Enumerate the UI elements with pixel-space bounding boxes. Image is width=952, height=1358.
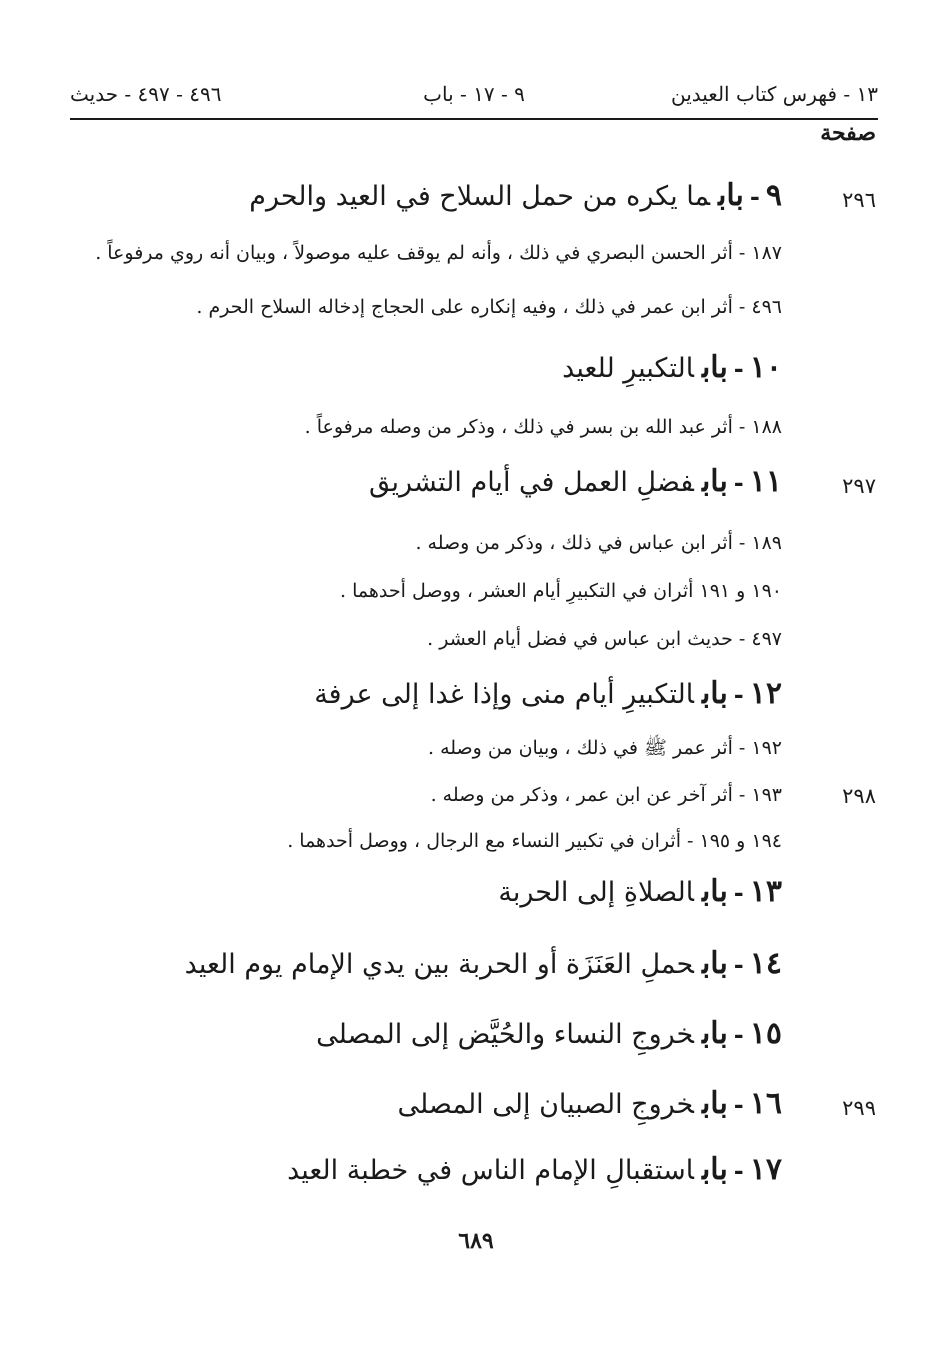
- index-entry-chapter: [0, 872, 952, 922]
- item-text: ١٨٧ - أثر الحسن البصري في ذلك ، وأنه لم يوقف عليه موصولاً ، وبيان أنه روي مرفوعاً .: [95, 242, 782, 264]
- chapter-heading: [397, 1086, 782, 1121]
- chapter-title: الصلاةِ إلى الحربة: [498, 877, 694, 908]
- chapter-number: ١١: [749, 464, 782, 499]
- chapter-heading: [369, 464, 782, 499]
- chapter-bab-label: باب: [718, 178, 744, 213]
- chapter-bab-label: باب: [701, 350, 728, 385]
- chapter-bab-label: باب: [701, 946, 728, 981]
- item-text: ١٨٨ - أثر عبد الله بن بسر في ذلك ، وذكر من وصله مرفوعاً .: [304, 416, 782, 438]
- index-entry-item: [0, 736, 952, 786]
- index-entry-item: [0, 628, 952, 678]
- chapter-title: خروجِ الصبيان إلى المصلى: [397, 1089, 694, 1120]
- chapter-number: ١٧: [749, 1152, 782, 1187]
- chapter-dash: -: [733, 680, 744, 709]
- index-entry-chapter: [0, 462, 952, 512]
- header-book-title: ١٣ - فهرس كتاب العيدين: [670, 82, 878, 106]
- chapter-heading: [314, 676, 782, 711]
- header-chapter-range: ٩ - ١٧ - باب: [423, 82, 525, 106]
- chapter-heading: [185, 946, 782, 981]
- chapter-bab-label: باب: [701, 1086, 728, 1121]
- chapter-number: ٩: [765, 178, 782, 213]
- chapter-dash: -: [733, 950, 744, 979]
- chapter-title: التكبيرِ أيام منى وإذا غدا إلى عرفة: [314, 679, 694, 710]
- chapter-heading: [316, 1016, 782, 1051]
- running-header: [70, 82, 878, 116]
- chapter-dash: -: [733, 354, 744, 383]
- chapter-dash: -: [733, 1020, 744, 1049]
- chapter-dash: -: [733, 468, 744, 497]
- index-entry-chapter: [0, 944, 952, 994]
- page-reference: ٢٩٧: [842, 474, 876, 498]
- chapter-number: ١٥: [749, 1016, 782, 1051]
- chapter-number: ١٣: [749, 874, 782, 909]
- index-entry-item: [0, 580, 952, 630]
- index-entry-item: [0, 242, 952, 292]
- chapter-heading: [249, 178, 782, 213]
- index-entry-item: [0, 296, 952, 346]
- item-text: ١٨٩ - أثر ابن عباس في ذلك ، وذكر من وصله .: [415, 532, 782, 554]
- chapter-bab-label: باب: [701, 874, 728, 909]
- item-text: ٤٩٦ - أثر ابن عمر في ذلك ، وفيه إنكاره على الحجاج إدخاله السلاح الحرم .: [196, 296, 782, 318]
- index-entry-chapter: [0, 1150, 952, 1200]
- header-rule: [70, 118, 878, 120]
- chapter-title: ما يكره من حمل السلاح في العيد والحرم: [249, 181, 711, 212]
- index-entry-chapter: [0, 1014, 952, 1064]
- chapter-title: حملِ العَنَزَة أو الحربة بين يدي الإمام يوم العيد: [184, 949, 694, 980]
- chapter-dash: -: [733, 1156, 744, 1185]
- chapter-title: فضلِ العمل في أيام التشريق: [369, 467, 694, 498]
- chapter-heading: [562, 350, 782, 385]
- chapter-number: ١٠: [749, 350, 782, 385]
- chapter-bab-label: باب: [701, 1016, 728, 1051]
- page-number-footer: ٦٨٩: [458, 1228, 494, 1254]
- chapter-dash: -: [733, 878, 744, 907]
- chapter-bab-label: باب: [701, 464, 728, 499]
- chapter-title: خروجِ النساء والحُيَّض إلى المصلى: [316, 1019, 694, 1050]
- chapter-heading: [287, 1152, 782, 1187]
- chapter-bab-label: باب: [701, 676, 728, 711]
- chapter-number: ١٤: [749, 946, 782, 981]
- page-reference: ٢٩٨: [842, 784, 876, 808]
- page-column-label: صفحة: [820, 120, 876, 146]
- chapter-dash: -: [733, 1090, 744, 1119]
- chapter-title: التكبيرِ للعيد: [562, 353, 694, 384]
- page-reference: ٢٩٦: [842, 188, 876, 212]
- chapter-bab-label: باب: [701, 1152, 728, 1187]
- index-entry-chapter: [0, 674, 952, 724]
- item-text: ١٩٢ - أثر عمر ﷺ في ذلك ، وبيان من وصله .: [427, 737, 782, 759]
- chapter-title: استقبالِ الإمام الناس في خطبة العيد: [287, 1155, 694, 1186]
- item-text: ٤٩٧ - حديث ابن عباس في فضل أيام العشر .: [427, 628, 782, 650]
- index-entry-chapter: [0, 176, 952, 226]
- item-text: ١٩٣ - أثر آخر عن ابن عمر ، وذكر من وصله .: [430, 784, 782, 806]
- chapter-number: ١٢: [749, 676, 782, 711]
- chapter-dash: -: [749, 182, 760, 211]
- index-entry-chapter: [0, 1084, 952, 1134]
- index-entry-item: [0, 784, 952, 834]
- item-text: ١٩٤ و ١٩٥ - أثران في تكبير النساء مع الرجال ، ووصل أحدهما .: [287, 830, 782, 852]
- chapter-heading: [498, 874, 782, 909]
- item-text: ١٩٠ و ١٩١ أثران في التكبيرِ أيام العشر ، ووصل أحدهما .: [340, 580, 782, 602]
- index-entry-item: [0, 532, 952, 582]
- header-hadith-range: ٤٩٦ - ٤٩٧ - حديث: [70, 82, 222, 106]
- index-entry-chapter: [0, 348, 952, 398]
- chapter-number: ١٦: [749, 1086, 782, 1121]
- index-entry-item: [0, 416, 952, 466]
- page-reference: ٢٩٩: [842, 1096, 876, 1120]
